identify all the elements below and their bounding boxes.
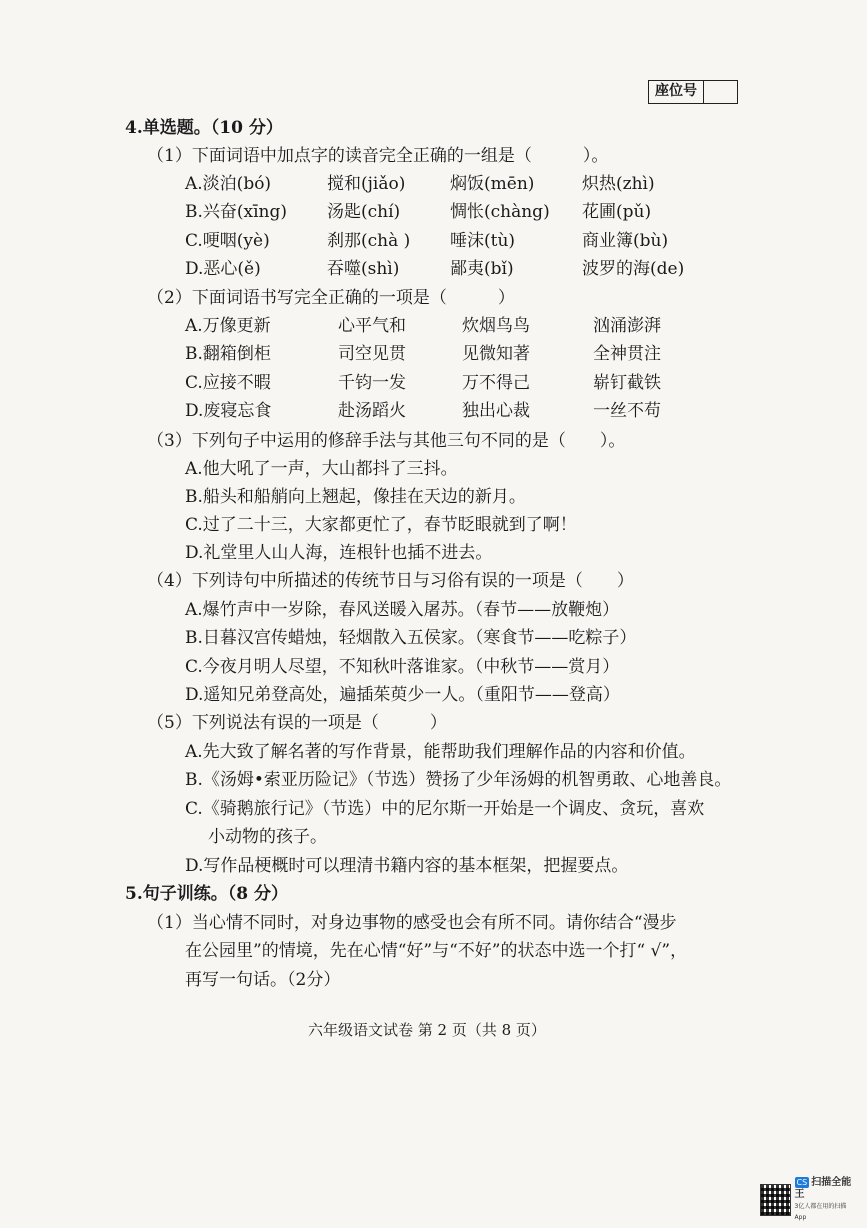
q4-1-a2: 搅和(jiǎo) bbox=[327, 174, 406, 194]
q4-2-d2: 赴汤蹈火 bbox=[338, 401, 406, 421]
q4-3-stem: （3）下列句子中运用的修辞手法与其他三句不同的是（ ）。 bbox=[147, 431, 626, 451]
scanner-app-name: 扫描全能王 bbox=[794, 1177, 852, 1200]
q4-1-b4: 花圃(pǔ) bbox=[582, 202, 652, 222]
q4-1-a3: 焖饭(mēn) bbox=[450, 174, 535, 194]
q4-3-option-c: C.过了二十三，大家都更忙了，春节眨眼就到了啊！ bbox=[185, 515, 577, 535]
q4-1-d3: 鄙夷(bǐ) bbox=[450, 259, 514, 279]
q4-2-a4: 汹涌澎湃 bbox=[593, 316, 661, 336]
q4-2-c3: 万不得己 bbox=[462, 373, 530, 393]
q4-2-c4: 崭钉截铁 bbox=[593, 373, 661, 393]
q4-2-c1: C.应接不暇 bbox=[185, 373, 271, 393]
scanner-app-tagline: 3亿人都在用的扫描App bbox=[794, 1203, 847, 1221]
q5-title: 5.句子训练。（8 分） bbox=[125, 884, 288, 904]
seat-number-label: 座位号 bbox=[649, 81, 704, 103]
q4-1-d2: 吞噬(shì) bbox=[327, 259, 400, 279]
q5-1-line1: （1）当心情不同时，对身边事物的感受也会有所不同。请你结合“漫步 bbox=[147, 913, 677, 933]
q4-1-b3: 惆怅(chàng) bbox=[450, 202, 550, 222]
q4-5-option-b: B.《汤姆•索亚历险记》（节选）赞扬了少年汤姆的机智勇敢、心地善良。 bbox=[185, 770, 732, 790]
scanner-watermark bbox=[760, 1177, 858, 1221]
q5-1-line3: 再写一句话。（2分） bbox=[185, 970, 341, 990]
seat-number-box bbox=[648, 80, 738, 104]
q4-2-b3: 见微知著 bbox=[462, 344, 530, 364]
q4-1-c4: 商业簿(bù) bbox=[582, 231, 669, 251]
q4-1-c3: 唾沫(tù) bbox=[450, 231, 516, 251]
q4-3-option-a: A.他大吼了一声，大山都抖了三抖。 bbox=[185, 459, 458, 479]
q4-1-d4: 波罗的海(de) bbox=[582, 259, 685, 279]
q4-3-option-d: D.礼堂里人山人海，连根针也插不进去。 bbox=[185, 543, 493, 563]
q4-2-c2: 千钧一发 bbox=[338, 373, 406, 393]
q4-5-option-a: A.先大致了解名著的写作背景，能帮助我们理解作品的内容和价值。 bbox=[185, 742, 696, 762]
q4-5-option-c-cont: 小动物的孩子。 bbox=[208, 827, 327, 847]
q4-4-option-a: A.爆竹声中一岁除，春风送暖入屠苏。（春节——放鞭炮） bbox=[185, 600, 620, 620]
qr-code-icon bbox=[760, 1184, 791, 1216]
page-footer: 六年级语文试卷 第 2 页（共 8 页） bbox=[308, 1021, 546, 1039]
camscanner-logo-icon: CS bbox=[796, 1178, 808, 1187]
q4-5-option-d: D.写作品梗概时可以理清书籍内容的基本框架，把握要点。 bbox=[185, 856, 629, 876]
q4-1-c1: C.哽咽(yè) bbox=[185, 231, 270, 251]
q4-4-stem: （4）下列诗句中所描述的传统节日与习俗有误的一项是（ ） bbox=[147, 571, 634, 591]
seat-number-blank bbox=[704, 81, 737, 103]
q4-5-option-c: C.《骑鹅旅行记》（节选）中的尼尔斯一开始是一个调皮、贪玩，喜欢 bbox=[185, 799, 705, 819]
q4-2-b1: B.翻箱倒柜 bbox=[185, 344, 271, 364]
q4-2-stem: （2）下面词语书写完全正确的一项是（ ） bbox=[147, 288, 515, 308]
q4-1-b2: 汤匙(chí) bbox=[327, 202, 401, 222]
q4-2-b4: 全神贯注 bbox=[593, 344, 661, 364]
q4-4-option-c: C.今夜月明人尽望，不知秋叶落谁家。（中秋节——赏月） bbox=[185, 657, 620, 677]
scanner-watermark-text bbox=[795, 1177, 858, 1223]
q4-2-a1: A.万像更新 bbox=[185, 316, 271, 336]
q4-1-d1: D.恶心(ě) bbox=[185, 259, 261, 279]
q4-2-d1: D.废寝忘食 bbox=[185, 401, 272, 421]
q4-1-a1: A.淡泊(bó) bbox=[185, 174, 272, 194]
q4-4-option-d: D.遥知兄弟登高处，遍插茱萸少一人。（重阳节——登高） bbox=[185, 685, 620, 705]
q4-1-b1: B.兴奋(xīng) bbox=[185, 202, 288, 222]
q4-2-a3: 炊烟鸟鸟 bbox=[462, 316, 530, 336]
q4-2-b2: 司空见贯 bbox=[338, 344, 406, 364]
q4-1-a4: 炽热(zhì) bbox=[582, 174, 655, 194]
q4-1-stem: （1）下面词语中加点字的读音完全正确的一组是（ ）。 bbox=[147, 146, 609, 166]
q4-5-stem: （5）下列说法有误的一项是（ ） bbox=[147, 713, 447, 733]
q4-2-d4: 一丝不苟 bbox=[593, 401, 661, 421]
q4-2-a2: 心平气和 bbox=[338, 316, 406, 336]
q5-1-line2: 在公园里”的情境，先在心情“好”与“不好”的状态中选一个打“ √”， bbox=[185, 941, 688, 961]
q4-2-d3: 独出心裁 bbox=[462, 401, 530, 421]
q4-3-option-b: B.船头和船艄向上翘起，像挂在天边的新月。 bbox=[185, 487, 526, 507]
q4-4-option-b: B.日暮汉宫传蜡烛，轻烟散入五侯家。（寒食节——吃粽子） bbox=[185, 628, 637, 648]
q4-title: 4.单选题。（10 分） bbox=[125, 118, 283, 138]
q4-1-c2: 刹那(chà ) bbox=[327, 231, 411, 251]
